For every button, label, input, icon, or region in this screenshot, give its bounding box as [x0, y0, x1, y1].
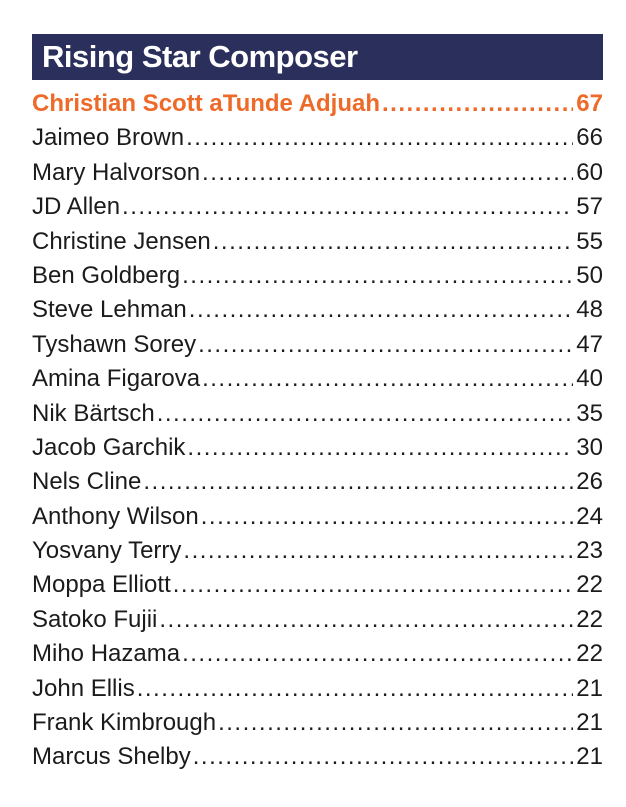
entry-name: Anthony Wilson [32, 502, 199, 530]
list-item [32, 190, 603, 224]
dot-leader [137, 672, 573, 706]
entry-name: Christian Scott aTunde Adjuah [32, 90, 381, 117]
list-item [32, 672, 603, 706]
entry-votes: 47 [576, 330, 603, 358]
dot-leader [198, 328, 573, 362]
dot-leader [202, 362, 573, 396]
list-item [32, 637, 603, 671]
list-item [32, 328, 603, 362]
entry-votes: 30 [576, 433, 603, 461]
dot-leader [186, 121, 573, 155]
entry-name: Ben Goldberg [32, 261, 181, 289]
entry-name: Jaimeo Brown [32, 124, 185, 152]
dot-leader [157, 397, 573, 431]
entry-name: Satoko Fujii [32, 605, 158, 633]
dot-leader [201, 500, 573, 534]
list-item [32, 706, 603, 740]
entry-name: John Ellis [32, 674, 135, 702]
dot-leader [213, 225, 573, 259]
list-item [32, 225, 603, 259]
entry-name: Yosvany Terry [32, 537, 182, 565]
dot-leader [122, 190, 573, 224]
dot-leader [382, 87, 573, 121]
list-item [32, 156, 603, 190]
entry-votes: 55 [576, 227, 603, 255]
entry-name: Nik Bärtsch [32, 399, 155, 427]
dot-leader [159, 603, 573, 637]
entry-name: Marcus Shelby [32, 743, 191, 771]
category-header [32, 34, 603, 80]
entry-votes: 23 [576, 537, 603, 565]
list-item [32, 534, 603, 568]
entry-name: Nels Cline [32, 468, 142, 496]
dot-leader [183, 534, 573, 568]
entry-votes: 40 [576, 365, 603, 393]
entry-name: Jacob Garchik [32, 433, 186, 461]
entry-votes: 35 [576, 399, 603, 427]
dot-leader [182, 259, 573, 293]
entry-name: Steve Lehman [32, 296, 187, 324]
entry-votes: 22 [576, 605, 603, 633]
entry-votes: 48 [576, 296, 603, 324]
entry-votes: 22 [576, 640, 603, 668]
list-item [32, 568, 603, 602]
dot-leader [202, 156, 573, 190]
dot-leader [187, 431, 573, 465]
entry-name: Tyshawn Sorey [32, 330, 197, 358]
dot-leader [143, 465, 573, 499]
entry-name: Christine Jensen [32, 227, 211, 255]
entry-votes: 21 [576, 674, 603, 702]
dot-leader [189, 293, 573, 327]
entry-votes: 50 [576, 261, 603, 289]
entry-votes: 26 [576, 468, 603, 496]
list-item [32, 603, 603, 637]
entry-name: JD Allen [32, 193, 121, 221]
entry-votes: 22 [576, 571, 603, 599]
list-item [32, 465, 603, 499]
results-list [32, 87, 603, 775]
entry-votes: 66 [576, 124, 603, 152]
dot-leader [182, 637, 573, 671]
entry-votes: 57 [576, 193, 603, 221]
entry-votes: 67 [576, 90, 603, 117]
list-item [32, 259, 603, 293]
entry-name: Miho Hazama [32, 640, 181, 668]
dot-leader [173, 568, 573, 602]
dot-leader [218, 706, 573, 740]
list-item [32, 362, 603, 396]
entry-votes: 21 [576, 709, 603, 737]
list-item [32, 431, 603, 465]
entry-votes: 24 [576, 502, 603, 530]
entry-name: Moppa Elliott [32, 571, 171, 599]
list-item [32, 500, 603, 534]
list-item [32, 740, 603, 774]
list-item [32, 293, 603, 327]
list-item [32, 397, 603, 431]
list-item-winner [32, 87, 603, 121]
entry-name: Mary Halvorson [32, 158, 201, 186]
entry-name: Frank Kimbrough [32, 709, 217, 737]
category-title: Rising Star Composer [42, 39, 358, 74]
entry-votes: 21 [576, 743, 603, 771]
entry-name: Amina Figarova [32, 365, 201, 393]
dot-leader [193, 740, 573, 774]
list-item [32, 121, 603, 155]
entry-votes: 60 [576, 158, 603, 186]
